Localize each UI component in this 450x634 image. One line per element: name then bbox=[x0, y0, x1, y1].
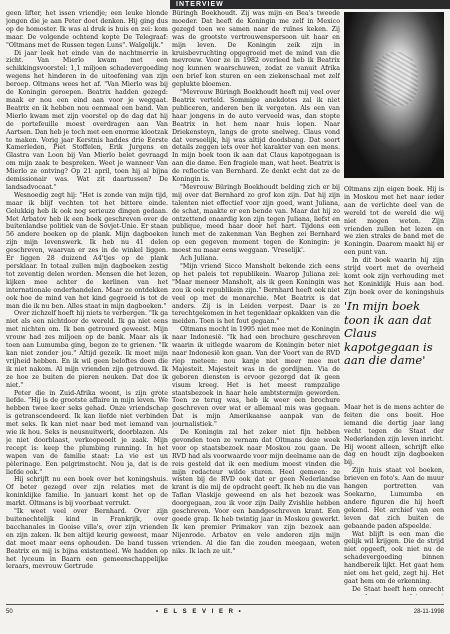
paragraph: De Koningin zal het zeker niet fijn hebben gevonden toen ze vernam dat Oltmans deze week voor op staatsbezoek naar Moskou zou gaan. De RVD had als voorwaarde voor mijn deelname aan de reis gesteld dat ik een medium moest vinden die mijn redacteur wilde sturen. Heel gemeen: ze wisten bij de RVD ook dat er geen Nederlandse krant is die mij de opdracht geeft. Ik heb nu die van Taflan Vlaskije geweend en als het bezoek was doorgegaan, zou ik voor zijn Daily Zvishlie hebben geschreven. Voor een bandgeschreven krant. Een goede grap. Ik heb twintig jaar in Moskou gewerkt. Ik ken premier Primakov van zijn bezoek aan Nijenrode. Arbatov en vele anderen zijn mijn vrienden. Al die fan die zouden meegaan, weten niks. Ik lach ze uit." bbox=[172, 429, 340, 555]
issue-date: 28-11-1998 bbox=[413, 609, 444, 615]
paragraph: "Mevrouw Büringh Boekhoudt heeft mij veel over Beatrix verteld. Sommige anekdotes zal ik niet publiceren, anderen ben ik vergeten. Als een van haar jongens in de auto verveeld was, dan stopte Beatrix in het hem naar huis lopen. Naar Driekensteyn, langs de grote snelweg. Claus vond dat verseelijk, hij was altijd doodsbang. Dat soort details zeggen iets over het karakter van een mens. In mijn boek toon ik aan dat Claus kapotgegaan is aan die dame. Een fragiele man, wat heet. Beatrix is de reflectie van Bernhard. Ze denkt echt dat ze de Koningin is. bbox=[172, 89, 340, 184]
portrait-photo bbox=[344, 12, 444, 178]
paragraph: Zijn huis staat vol boeken, brieven en foto's. Aan de muur hangen portretten van Soekarno, Lumumba en andere figuren die hij heeft gekend. Het archief van een leven dat zich buiten de gebaande paden afspeelde. bbox=[344, 467, 444, 530]
paragraph: Peter die in Zuid-Afrika woont, is zijn grote liefde. "Hij is de grootste affaire in mijn leven. We hebben twee keer seks gehad. Onze vriendschap is getranscendeerd. Ik kan liefde niet verbinden met seks. Ik kan niet naar bed met iemand van wie ik hou. Seks is neusnuitwerk, doorblazen. Als je niet doorblaast, verkoopeoelt je zaak. Mijn recept is: keep the plumbing running. In het wapen van de familie staat: La vie est un pèlerinage. Een pelgrimstocht. Nou ja, dat is de liefde ook." bbox=[6, 389, 168, 476]
article-column-3 bbox=[344, 186, 444, 296]
article-column-2 bbox=[172, 10, 340, 595]
paragraph: De Staat heeft hem onrecht bbox=[352, 585, 444, 593]
paragraph: geen lifter, het issen vriendje; een leuke blonde jongen die je aan Peter doet denken. Hij ging dus op de homoster. Ik was al druk is huis en zei: kom maar. De volgende ochtend kopte De Telegraaf: "Oltmans met de Russen tegen Luns". Walgelijk." bbox=[6, 10, 168, 49]
paragraph: Wesnoedig zegt hij: "Het is zonde van mijn tijd, maar ik blijf vechten tot het bittere einde. Gelukkig heb ik ook nog serieuze dingen gedaan. Met Arbatov heb ik een boek geschreven over de buitenlandse politiek van de Sovjet-Unie. Er staan 56 andere boeken op de plank. Mijn dagboeken zijn mijn levenswerk. Ik heb nu 41 delen geschreven, waarvan er zes in de winkel liggen. Er liggen 28 duizend A4'tjes op de plank persklaar. In totaal zullen mijn dagboeken zestig tot zeventig delen worden. Mensen die het lezen, kijken mee achter de kerlinen van het internationale onderhandelen. Maar ze ontdekken ook hoe de mind van het kind gegroeid is tot de man die ik nu ben. Alles staat in mijn dagboeken." bbox=[6, 191, 168, 310]
pull-quote: 'In mijn boek toon ik aan dat Claus kapotgegaan is aan die dame' bbox=[344, 299, 433, 367]
article-column-4 bbox=[344, 404, 444, 595]
paragraph: Hij schrijft nu een boek over het koningshuis. Of beter gezegd over zijn relaties met de koninklijke familie. In januari komt het op de markt. Oltmans is bij voorbaat verrukt. bbox=[6, 476, 168, 508]
page-number: 50 bbox=[6, 609, 13, 615]
paragraph: Büringh Boekhoudt. Zij was mijn en Bea's tweede moeder. Dat heeft de Koningin me zelf in Mexico gezegd toen we samen naar de ruïnes keken. Zij was de grootste vertrouwenspersoon uit haar en mijn leven. De Koningin zeik zijn in kruisbevruchting opgegroeid met de mind van die mevrouw. Voor ze in 1982 overleed heb ik Beatrix nog kunnen waarschuwen, zodat ze vanuit Afrika een brief kon sturen en een ziekenschaal met zelf geplukte bloemen. bbox=[172, 10, 340, 89]
paragraph: Oltmans zijn eigen boek. Hij is in Moskou met het naar ieder aan de verlichte deel van de wereld tot de wereld die wij niet mogen weten. Zijn vrienden zullen het lezen en we zien straks de band met de Koningin. Daarom maakt hij er een punt van. bbox=[344, 186, 444, 257]
page-footer bbox=[6, 604, 444, 623]
paragraph: "Mijn vriend Sicco Mansholt bekende zich eens op het paleis tot republikein. Waarop Juliana zei: "Maar meneer Mansholt, als ik geen Koningin was zou ik ook republikein zijn." Bernhard heeft ook niet veel op met de monarchie. Met Beatrix is dat anders. Zij is in Leiden verpest. Daar is ze terechtgekomen in het tegenklaar opkakken van die meiden. Toen is het fout gegaan." bbox=[172, 263, 340, 326]
publication-name: • E L S E V I E R • bbox=[156, 609, 243, 615]
section-header: INTERVIEW bbox=[170, 0, 450, 9]
paragraph: Di jaar leek het einde van de nachtmerrie in zicht. Van Mierlo kwam met een schikkingsvoorstel: 1,1 miljoen schadevergoeding wegens het hinderen in de uitoefening van zijn beroep. Oltmans wees het af. "Van Mierlo was bij de Koningin geroepen. Beatrix hadden gezegd: maak er nou een eind aan voor je weggaat. Beatrix en ik hebben nou eenmaal een band. Van Mierlo kwam met zijn voorstel op de dag dat hij de portefeuille moest overdragen aan Van Aartsen. Dan heb je toch met een enorme klootzak te maken. Vorig jaar Kerstnis haddes drie Eerste Kamerleden, Piet Stoffelen, Erik Jurgens en Glastra van Loon bij Van Mierlo belet gevraagd om mijn zaak te bespreken. Weet je wanneer Van Mierlo ze ontving? Op 21 april, toen hij al bijna demissionair was. Wat zit daartussen? De landsadvocaat." bbox=[6, 49, 168, 191]
paragraph: In dit boek waarin hij zijn strijd voert met de overheid komt ook zijn verhouding met het Koninklijk Huis aan bod. Zijn boek over de koningshuis bbox=[344, 257, 444, 296]
article-column-1 bbox=[6, 10, 168, 595]
paragraph: Maar het is de mens achter de feiten die ons boeit. Hoe iemand die dertig jaar lang vecht tegen de Staat der Nederlanden zijn leven inricht. Hij woont alleen, schrijft elke dag en houdt zijn dagboeken bij. bbox=[344, 404, 444, 467]
paragraph: "Mevrouw Büringh Boekhoudt belding zich er bij mij over dat Bernhard zo grof kon zijn. Dat hij zijn talenten niet effectief voor zijn goed, want Juliana, de schat, maakte er een bende van. Maar dat hij zo ontzettend onaardig kon zijn tegen Juliana, liefst en publique, meed haar door het hart. Tijdens een lunch met de zakenman Van Beghen zei Bernhard op een gegeven moment tegen de Koningin: je moest nu maar eens weggaan. 'Vreselijk'. bbox=[172, 183, 340, 255]
paragraph: Wat blijft is een man die gelijk wil krijgen. Die de strijd niet opgeeft, ook niet nu de schadevergoeding binnen handbereik lijkt. Het gaat hem niet om het geld, zegt hij. Het gaat hem om de erkenning. bbox=[344, 530, 444, 585]
paragraph: Over zichzelf hoeft hij niets te verbergen. "Ik ga niet als een nichtdoor de wereld. Ik ga niet eens met nichten om. Ik ben getrouwd geweest. Mijn vrouw had zes miljoen op de bank. Maar als ik toen aan Lumumba ging, begon ze te grienen. "Ik kan niet zonder jou." Altijd gezeik. Ik moet mijn vrijheid hebben. En ik wil geen beloftes doen die ik niet nakom. Al mijn vrienden zijn getrouwd. Ik ze hoe ze buiten de pieren neuken. Dat doe ik niet." bbox=[6, 310, 168, 389]
paragraph: "Ik weet veel over Bernhard. Over zijn buitenechtelijk kind in Frankrijk, over bacchanales in Gooise villa's, over zijn vrienden en zijn zaken. Ik ben altijd keurig geweest, maar dat moet maar eens ophouden. De band tussen Beatrix en mij is bijna existentieel. We hadden op het lyceum in Baarn een gemeenschappelijke leraars, mevrouw Gertrude bbox=[6, 508, 168, 571]
paragraph: Ach Juliana. bbox=[180, 255, 219, 263]
paragraph: Oltmans mocht in 1995 niet mee met de Koningin naar Indonesië. "Ik had een brochure geschreven waarin ik uitlegde waarom de Koningin beter niet naar Indonesië kon gaan. Van der Voort van de RVD riep meteen: nou kanje niet meer mee met Majesteit. Majesteit was in de gordijnen. Via de geboren diensten is ervoor gezorgd dat ik geen visum kreeg. Het is het meest rampzalige staatsbezoek in haar hele ambtstermijn geworden. Toen ze terug was, heb ik weer een brochure geschreven over wat er allemaal mis was gegaan. Dat is mijn Amerikaanse aanpak van de journalistiek." bbox=[172, 326, 340, 429]
